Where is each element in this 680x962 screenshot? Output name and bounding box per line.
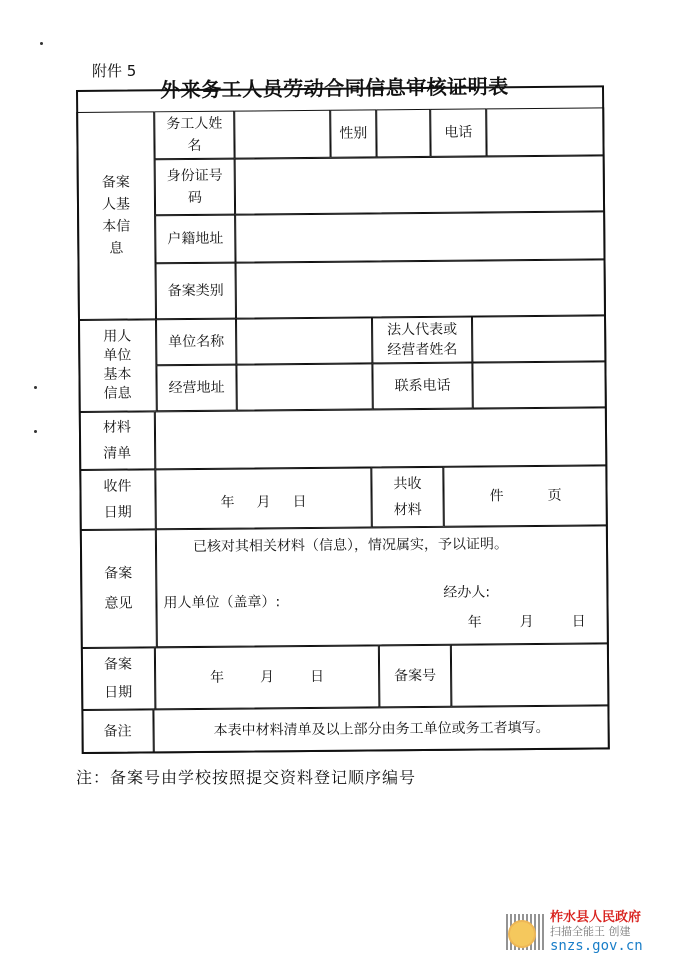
id-number-field[interactable] <box>235 155 605 214</box>
worker-name-field[interactable] <box>234 110 330 159</box>
scan-speck <box>34 386 37 389</box>
worker-name-label: 务工人姓 名 <box>154 111 234 160</box>
gender-field[interactable] <box>376 109 430 157</box>
site-url[interactable]: snzs.gov.cn <box>550 938 643 954</box>
opinion-field[interactable] <box>156 525 609 647</box>
household-address-label: 户籍地址 <box>155 215 235 264</box>
employer-seal-label: 用人单位（盖章）: <box>163 594 281 612</box>
unit-name-label: 单位名称 <box>156 319 236 366</box>
legal-rep-field[interactable] <box>472 315 606 362</box>
site-name: 柞水县人民政府 <box>550 910 642 925</box>
opinion-statement: 已核对其相关材料（信息），情况属实，予以证明。 <box>192 536 509 555</box>
contact-phone-label: 联系电话 <box>372 363 472 410</box>
remarks-label: 备注 <box>81 709 153 754</box>
unit-name-field[interactable] <box>236 317 372 364</box>
materials-field[interactable] <box>155 407 607 469</box>
phone-field[interactable] <box>486 107 604 156</box>
filing-type-label: 备案类别 <box>156 263 236 320</box>
footnote: 注：备案号由学校按照提交资料登记顺序编号 <box>76 768 417 787</box>
scan-speck <box>40 42 43 45</box>
handler-label: 经办人: <box>443 584 491 601</box>
materials-label: 材料 清单 <box>79 411 156 470</box>
filing-date-field[interactable]: 年 月 日 <box>155 645 380 709</box>
scan-speck <box>34 430 37 433</box>
household-address-field[interactable] <box>235 211 605 262</box>
form-title: 外来务工人员劳动合同信息审核证明表 <box>160 74 509 102</box>
filing-date-label: 备案 日期 <box>81 647 156 710</box>
attachment-label: 附件 5 <box>92 62 137 80</box>
watermark-logo <box>506 912 660 952</box>
filing-type-field[interactable] <box>236 259 606 318</box>
filing-number-field[interactable] <box>451 643 610 706</box>
remarks-text: 本表中材料清单及以上部分由务工单位或务工者填写。 <box>153 705 609 753</box>
total-materials-field[interactable]: 件 页 <box>443 465 608 526</box>
contact-phone-field[interactable] <box>472 361 606 408</box>
gender-label: 性别 <box>330 109 376 157</box>
id-number-label: 身份证号 码 <box>155 159 235 216</box>
phone-label: 电话 <box>430 108 486 156</box>
opinion-date: 年 月 日 <box>467 613 586 631</box>
business-address-label: 经营地址 <box>156 365 236 412</box>
sun-logo-icon <box>508 920 536 948</box>
filing-number-label: 备案号 <box>379 645 452 708</box>
business-address-field[interactable] <box>236 363 372 410</box>
qr-code-icon <box>506 914 544 950</box>
opinion-label: 备案 意见 <box>80 529 157 648</box>
personal-section-label: 备案 人基 本信 息 <box>76 111 156 320</box>
scanner-text: 扫描全能王 创建 <box>550 925 631 938</box>
legal-rep-label: 法人代表或 经营者姓名 <box>372 317 472 364</box>
total-materials-label: 共收 材料 <box>371 467 444 528</box>
certification-form <box>76 85 610 754</box>
receipt-date-label: 收件 日期 <box>79 469 156 530</box>
employer-section-label: 用人 单位 基本 信息 <box>78 319 157 412</box>
receipt-date-field[interactable]: 年 月 日 <box>155 467 372 529</box>
